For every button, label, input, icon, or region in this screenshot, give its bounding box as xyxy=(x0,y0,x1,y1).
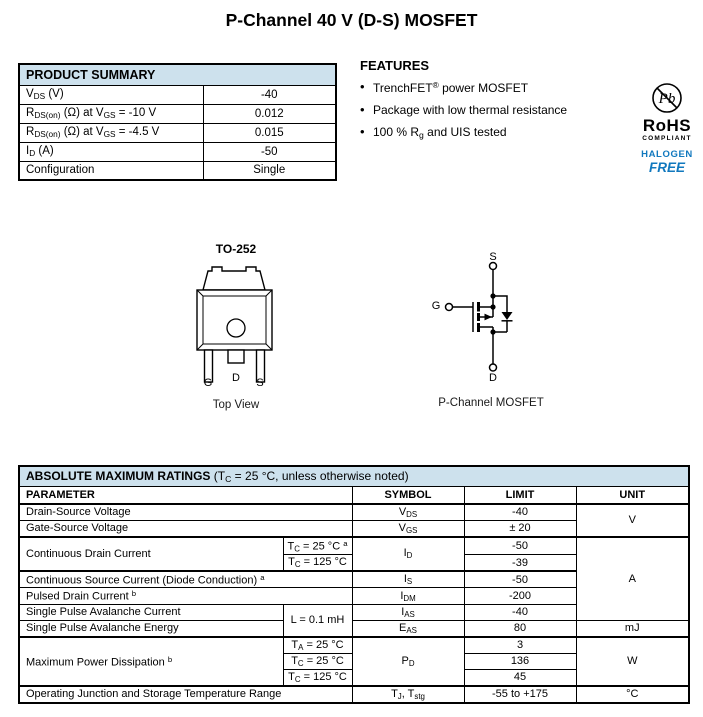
table-cell: 0.012 xyxy=(203,104,336,123)
table-cell: mJ xyxy=(576,620,689,636)
table-cell: -55 to +175 xyxy=(464,686,576,703)
package-pin-g-label: G xyxy=(203,377,213,389)
amr-body xyxy=(19,504,689,703)
table-cell: Maximum Power Dissipation $^b$ xyxy=(19,637,283,686)
page-title: P-Channel 40 V (D-S) MOSFET xyxy=(225,10,478,30)
table-cell: $R_{DS(on)}$ (Ω) at $V_{GS} = -10$ V xyxy=(19,104,203,123)
rohs-label: RoHS xyxy=(642,116,692,135)
symbol-pin-g-label: G xyxy=(431,300,441,312)
table-cell: $I_D$ (A) xyxy=(19,142,203,161)
table-cell: $T_C = 125$ °C xyxy=(283,555,352,571)
pb-free-icon xyxy=(631,82,703,114)
compliance-badge xyxy=(631,82,703,175)
table-cell: $V_{DS}$ xyxy=(352,504,464,520)
table-cell: -40 xyxy=(464,504,576,520)
feature-item: • Package with low thermal resistance xyxy=(360,103,630,117)
product-summary-table xyxy=(18,63,337,181)
table-cell: $T_C = 25$ °C xyxy=(283,653,352,669)
amr-col-limit: LIMIT xyxy=(464,487,576,504)
table-cell: V xyxy=(576,504,689,537)
table-cell: -50 xyxy=(464,571,576,588)
product-summary-body xyxy=(19,85,336,180)
rohs-compliant-label: COMPLIANT xyxy=(642,135,692,142)
features-list xyxy=(360,80,630,140)
halogen-label: HALOGEN xyxy=(641,149,693,160)
table-cell: $I_D$ xyxy=(352,537,464,571)
table-cell: 80 xyxy=(464,620,576,636)
amr-title-bold: ABSOLUTE MAXIMUM RATINGS xyxy=(26,469,211,483)
table-cell: $I_{DM}$ xyxy=(352,588,464,604)
table-cell: Drain-Source Voltage xyxy=(19,504,352,520)
table-cell: $E_{AS}$ xyxy=(352,620,464,636)
package-title: TO-252 xyxy=(215,242,257,256)
amr-col-unit: UNIT xyxy=(576,487,689,504)
mosfet-schematic-icon xyxy=(425,250,575,380)
table-cell: -50 xyxy=(464,537,576,555)
table-cell: -50 xyxy=(203,142,336,161)
table-cell: Continuous Drain Current xyxy=(19,537,283,571)
absolute-maximum-ratings-table xyxy=(18,465,690,704)
table-cell: -40 xyxy=(464,604,576,620)
table-cell: Single Pulse Avalanche Current xyxy=(19,604,283,620)
symbol-caption: P-Channel MOSFET xyxy=(438,397,544,409)
features-section xyxy=(360,58,630,148)
product-summary-header: PRODUCT SUMMARY xyxy=(19,64,336,85)
amr-title-rest: ($T_C = 25$ °C, unless otherwise noted) xyxy=(210,469,409,485)
table-cell: 45 xyxy=(464,669,576,685)
table-cell: Gate-Source Voltage xyxy=(19,520,352,536)
table-cell: $V_{GS}$ xyxy=(352,520,464,536)
table-cell: Pulsed Drain Current $^b$ xyxy=(19,588,352,604)
table-cell: 0.015 xyxy=(203,123,336,142)
table-cell: W xyxy=(576,637,689,686)
table-cell: °C xyxy=(576,686,689,703)
table-cell: Operating Junction and Storage Temperature Range xyxy=(19,686,352,703)
table-cell: ± 20 xyxy=(464,520,576,536)
table-cell: $I_S$ xyxy=(352,571,464,588)
symbol-pin-s-label: S xyxy=(489,251,497,263)
package-caption: Top View xyxy=(212,399,260,411)
package-drawing xyxy=(150,258,340,388)
table-cell: $P_D$ xyxy=(352,637,464,686)
table-cell: -39 xyxy=(464,555,576,571)
mosfet-symbol xyxy=(425,250,575,380)
symbol-pin-d-label: D xyxy=(489,372,497,384)
table-cell: Continuous Source Current (Diode Conduction) $^a$ xyxy=(19,571,352,588)
table-cell: A xyxy=(576,537,689,621)
package-pin-s-label: S xyxy=(256,377,264,389)
table-cell: $T_C = 125$ °C xyxy=(283,669,352,685)
package-pin-d-label: D xyxy=(232,372,240,384)
table-cell: Single xyxy=(203,161,336,180)
amr-col-parameter: PARAMETER xyxy=(19,487,352,504)
table-cell: Configuration xyxy=(19,161,203,180)
table-cell: $V_{DS}$ (V) xyxy=(19,85,203,104)
table-cell: -200 xyxy=(464,588,576,604)
table-cell: $R_{DS(on)}$ (Ω) at $V_{GS} = -4.5$ V xyxy=(19,123,203,142)
table-cell: $T_A = 25$ °C xyxy=(283,637,352,653)
feature-item: • TrenchFET® power MOSFET xyxy=(360,80,630,95)
features-title: FEATURES xyxy=(360,58,430,73)
table-cell: $T_J$, $T_{stg}$ xyxy=(352,686,464,703)
table-cell: 3 xyxy=(464,637,576,653)
feature-item: • 100 % $R_g$ and UIS tested xyxy=(360,125,630,140)
table-cell: $I_{AS}$ xyxy=(352,604,464,620)
amr-col-symbol: SYMBOL xyxy=(352,487,464,504)
svg-text:Pb: Pb xyxy=(658,91,676,107)
to252-outline-icon xyxy=(150,258,340,388)
table-cell: -40 xyxy=(203,85,336,104)
table-cell: 136 xyxy=(464,653,576,669)
halogen-free-label: FREE xyxy=(648,160,685,175)
table-cell: Single Pulse Avalanche Energy xyxy=(19,620,283,636)
table-cell: L = 0.1 mH xyxy=(283,604,352,636)
table-cell: $T_C = 25$ °C $^a$ xyxy=(283,537,352,555)
amr-title-bar xyxy=(19,466,689,487)
